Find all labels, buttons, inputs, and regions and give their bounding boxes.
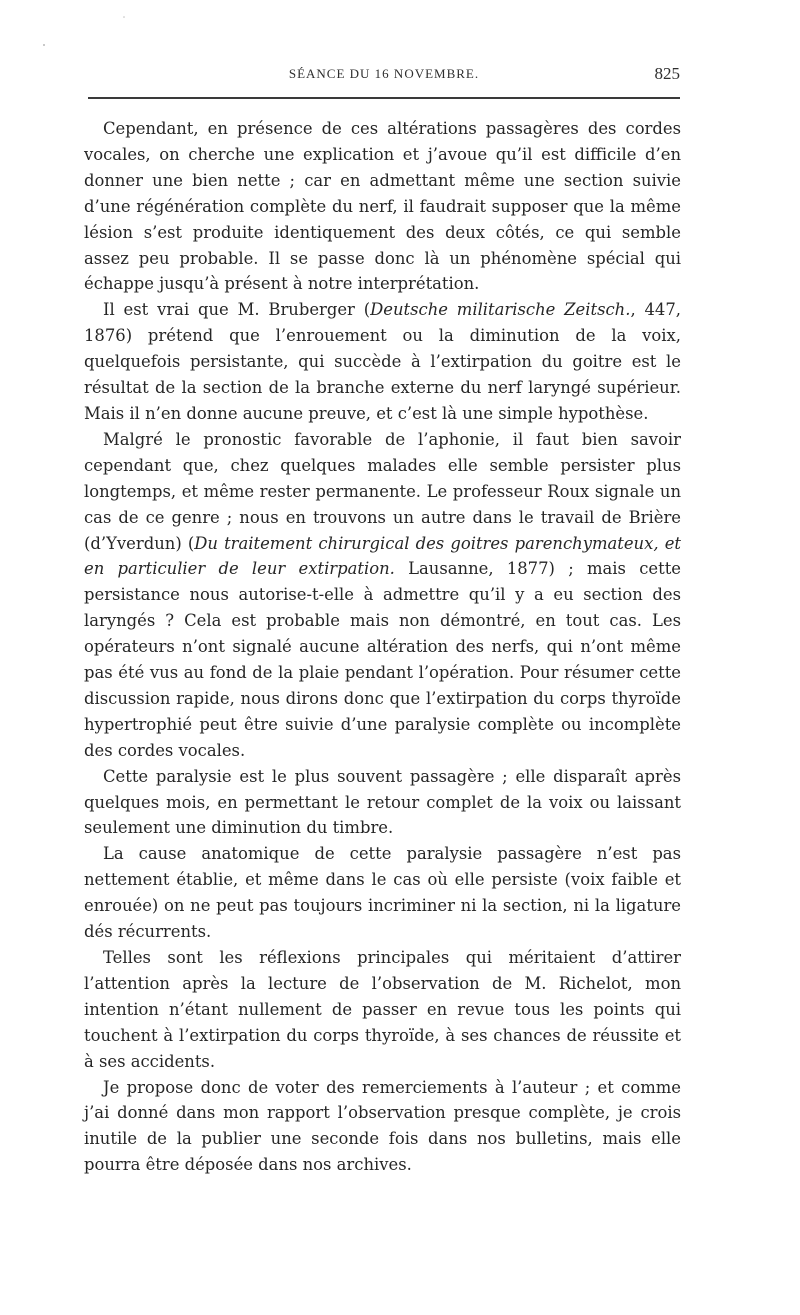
- page-number: 825: [654, 64, 680, 83]
- paper-speck-mark: [40, 40, 60, 50]
- text-run: Lausanne, 1877) ; mais cette persistance nous autorise-t-elle à admettre qu’il y a eu section des laryngés ? Cela est probable mais non démontré, en tout cas. Les opérateurs n’ont signalé aucune altération des nerfs, qui n’ont même pas été vus au fond de la plaie pendant l’opération. Pour résumer cette discussion rapide, nous dirons donc que l’extirpation du corps thyroïde hypertrophié peut être suivie d’une paralysie complète ou incomplète des cordes vocales.: [84, 559, 681, 760]
- body-text: [84, 116, 681, 1178]
- text-run: Cette paralysie est le plus souvent passagère ; elle disparaît après quelques mois, en permettant le retour complet de la voix ou laissant seulement une diminution du timbre.: [84, 766, 681, 838]
- paragraph-1: [84, 116, 681, 297]
- header-rule: [88, 97, 680, 99]
- paragraph-7: [84, 1075, 681, 1179]
- italic-citation: Deutsche militarische Zeitsch.: [370, 300, 631, 320]
- paragraph-6: [84, 945, 681, 1075]
- italic-citation: Du traitement chirurgical des goitres parenchymateux, et en particulier de leur extirpation.: [84, 533, 681, 579]
- paragraph-2: [84, 297, 681, 427]
- text-run: , 447, 1876) prétend que l’enrouement ou la diminution de la voix, quelquefois persistante, qui succède à l’extirpation du goitre est le résultat de la section de la branche externe du nerf laryngé supérieur. Mais il n’en donne aucune preuve, et c’est là une simple hypothèse.: [84, 300, 681, 423]
- text-run: Telles sont les réflexions principales qui méritaient d’attirer l’attention après la lecture de l’observation de M. Richelot, mon intention n’étant nullement de passer en revue tous les points qui touchent à l’extirpation du corps thyroïde, à ses chances de réussite et à ses accidents.: [84, 948, 681, 1071]
- text-run: La cause anatomique de cette paralysie passagère n’est pas nettement établie, et même dans le cas où elle persiste (voix faible et enrouée) on ne peut pas toujours incriminer ni la section, ni la ligature dés récurrents.: [84, 844, 681, 942]
- paper-speck-mark: [120, 12, 140, 22]
- paragraph-5: [84, 841, 681, 945]
- running-title: SÉANCE DU 16 NOVEMBRE.: [288, 66, 480, 81]
- page-header: [88, 66, 680, 90]
- paragraph-4: [84, 764, 681, 842]
- text-run: Il est vrai que M. Bruberger (: [103, 300, 371, 320]
- text-run: Je propose donc de voter des remerciements à l’auteur ; et comme j’ai donné dans mon rapport l’observation presque complète, je crois inutile de la publier une seconde fois dans nos bulletins, mais elle pourra être déposée dans nos archives.: [84, 1077, 681, 1175]
- paragraph-3: [84, 427, 681, 764]
- text-run: Malgré le pronostic favorable de l’aphonie, il faut bien savoir cependant que, chez quelques malades elle semble persister plus longtemps, et même rester permanente. Le professeur Roux signale un cas de ce genre ; nous en trouvons un autre dans le travail de Brière (d’Yverdun) (: [84, 429, 681, 553]
- text-run: Cependant, en présence de ces altérations passagères des cordes vocales, on cherche une explication et j’avoue qu’il est difficile d’en donner une bien nette ; car en admettant même une section suivie d’une régénération complète du nerf, il faudrait supposer que la même lésion s’est produite identiquement des deux côtés, ce qui semble assez peu probable. Il se passe donc là un phénomène spécial qui échappe jusqu’à présent à notre interprétation.: [84, 119, 681, 294]
